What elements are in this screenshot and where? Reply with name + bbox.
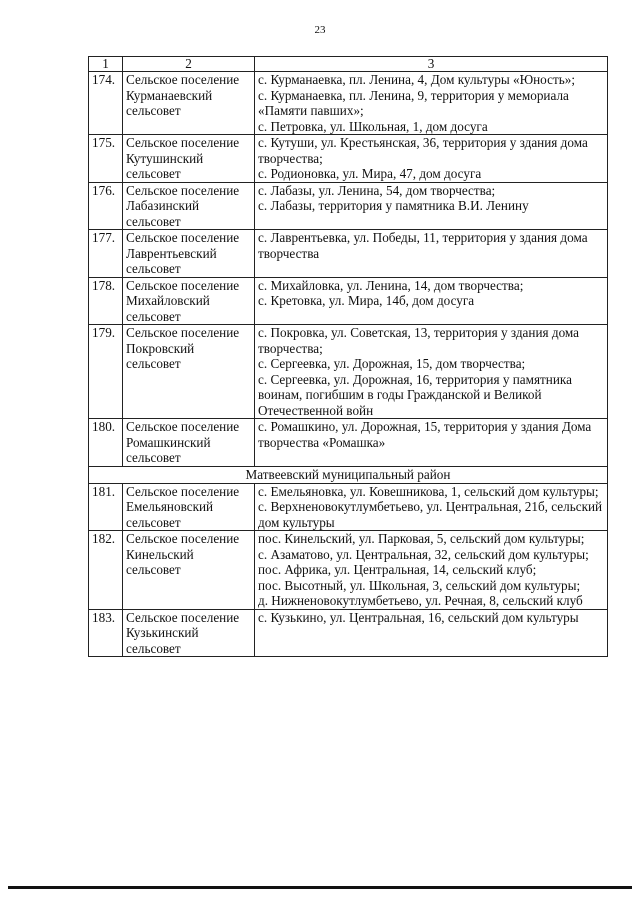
table-row <box>89 277 608 325</box>
address-cell <box>255 325 608 419</box>
settlement-name: Сельское поселение Емельяновский сельсовет <box>123 483 255 531</box>
settlement-name: Сельское поселение Покровский сельсовет <box>123 325 255 419</box>
settlement-name: Сельское поселение Кутушинский сельсовет <box>123 135 255 183</box>
table-row <box>89 483 608 531</box>
address-line: с. Ромашкино, ул. Дорожная, 15, территория у здания Дома творчества «Ромашка» <box>258 419 592 450</box>
row-number: 180. <box>89 419 123 467</box>
table-row <box>89 325 608 419</box>
address-line: с. Сергеевка, ул. Дорожная, 16, территория у памятника воинам, погибшим в годы Гражданской и Великой Отечественной войн <box>258 371 572 418</box>
address-cell <box>255 72 608 135</box>
table-row <box>89 182 608 230</box>
district-row <box>89 466 608 483</box>
address-line: с. Кузькино, ул. Центральная, 16, сельский дом культуры <box>258 609 579 625</box>
address-cell <box>255 531 608 610</box>
settlement-name: Сельское поселение Лабазинский сельсовет <box>123 182 255 230</box>
address-line: с. Сергеевка, ул. Дорожная, 15, дом творчества; <box>258 356 526 371</box>
address-line: с. Петровка, ул. Школьная, 1, дом досуга <box>258 118 488 134</box>
table-row <box>89 72 608 135</box>
address-line: с. Курманаевка, пл. Ленина, 4, Дом культуры «Юность»; <box>258 72 575 87</box>
district-heading: Матвеевский муниципальный район <box>89 466 608 483</box>
address-line: с. Емельяновка, ул. Ковешникова, 1, сельский дом культуры; <box>258 483 599 499</box>
table-row <box>89 609 608 657</box>
address-line: с. Покровка, ул. Советская, 13, территория у здания дома творчества; <box>258 325 580 356</box>
address-line: д. Нижненовокутлумбетьево, ул. Речная, 8, сельский клуб <box>258 593 583 608</box>
address-line: с. Кретовка, ул. Мира, 14б, дом досуга <box>258 293 475 308</box>
address-cell <box>255 483 608 531</box>
settlement-name: Сельское поселение Лаврентьевский сельсовет <box>123 230 255 278</box>
column-header: 2 <box>123 57 255 72</box>
row-number: 178. <box>89 277 123 325</box>
row-number: 181. <box>89 483 123 531</box>
address-line: с. Кутуши, ул. Крестьянская, 36, территория у здания дома творчества; <box>258 135 588 166</box>
table-header-row <box>89 57 608 72</box>
address-cell <box>255 419 608 467</box>
row-number: 174. <box>89 72 123 135</box>
column-header: 3 <box>255 57 608 72</box>
address-line: с. Михайловка, ул. Ленина, 14, дом творчества; <box>258 277 524 293</box>
settlement-name: Сельское поселение Михайловский сельсовет <box>123 277 255 325</box>
address-line: с. Лабазы, ул. Ленина, 54, дом творчества; <box>258 182 496 198</box>
row-number: 179. <box>89 325 123 419</box>
settlement-name: Сельское поселение Кузькинский сельсовет <box>123 609 255 657</box>
address-line: с. Лабазы, территория у памятника В.И. Ленину <box>258 198 529 213</box>
address-cell <box>255 609 608 657</box>
row-number: 176. <box>89 182 123 230</box>
address-line: с. Верхненовокутлумбетьево, ул. Центральная, 21б, сельский дом культуры <box>258 499 603 530</box>
address-cell <box>255 230 608 278</box>
row-number: 175. <box>89 135 123 183</box>
address-cell <box>255 182 608 230</box>
address-line: с. Азаматово, ул. Центральная, 32, сельский дом культуры; <box>258 546 589 562</box>
table-row <box>89 531 608 610</box>
address-cell <box>255 135 608 183</box>
address-line: пос. Африка, ул. Центральная, 14, сельский клуб; <box>258 562 537 577</box>
row-number: 177. <box>89 230 123 278</box>
settlement-name: Сельское поселение Ромашкинский сельсовет <box>123 419 255 467</box>
settlements-table <box>88 56 608 657</box>
table-row <box>89 230 608 278</box>
footer-rule <box>8 886 632 889</box>
settlement-name: Сельское поселение Кинельский сельсовет <box>123 531 255 610</box>
address-line: с. Родионовка, ул. Мира, 47, дом досуга <box>258 166 482 181</box>
settlement-name: Сельское поселение Курманаевский сельсовет <box>123 72 255 135</box>
column-header: 1 <box>89 57 123 72</box>
address-line: с. Курманаевка, пл. Ленина, 9, территория у мемориала «Памяти павших»; <box>258 87 569 118</box>
table-row <box>89 135 608 183</box>
row-number: 182. <box>89 531 123 610</box>
row-number: 183. <box>89 609 123 657</box>
table-row <box>89 419 608 467</box>
address-line: пос. Кинельский, ул. Парковая, 5, сельский дом культуры; <box>258 531 585 546</box>
address-cell <box>255 277 608 325</box>
page-number: 23 <box>314 24 326 36</box>
address-line: пос. Высотный, ул. Школьная, 3, сельский дом культуры; <box>258 577 581 593</box>
address-line: с. Лаврентьевка, ул. Победы, 11, территория у здания дома творчества <box>258 230 588 261</box>
